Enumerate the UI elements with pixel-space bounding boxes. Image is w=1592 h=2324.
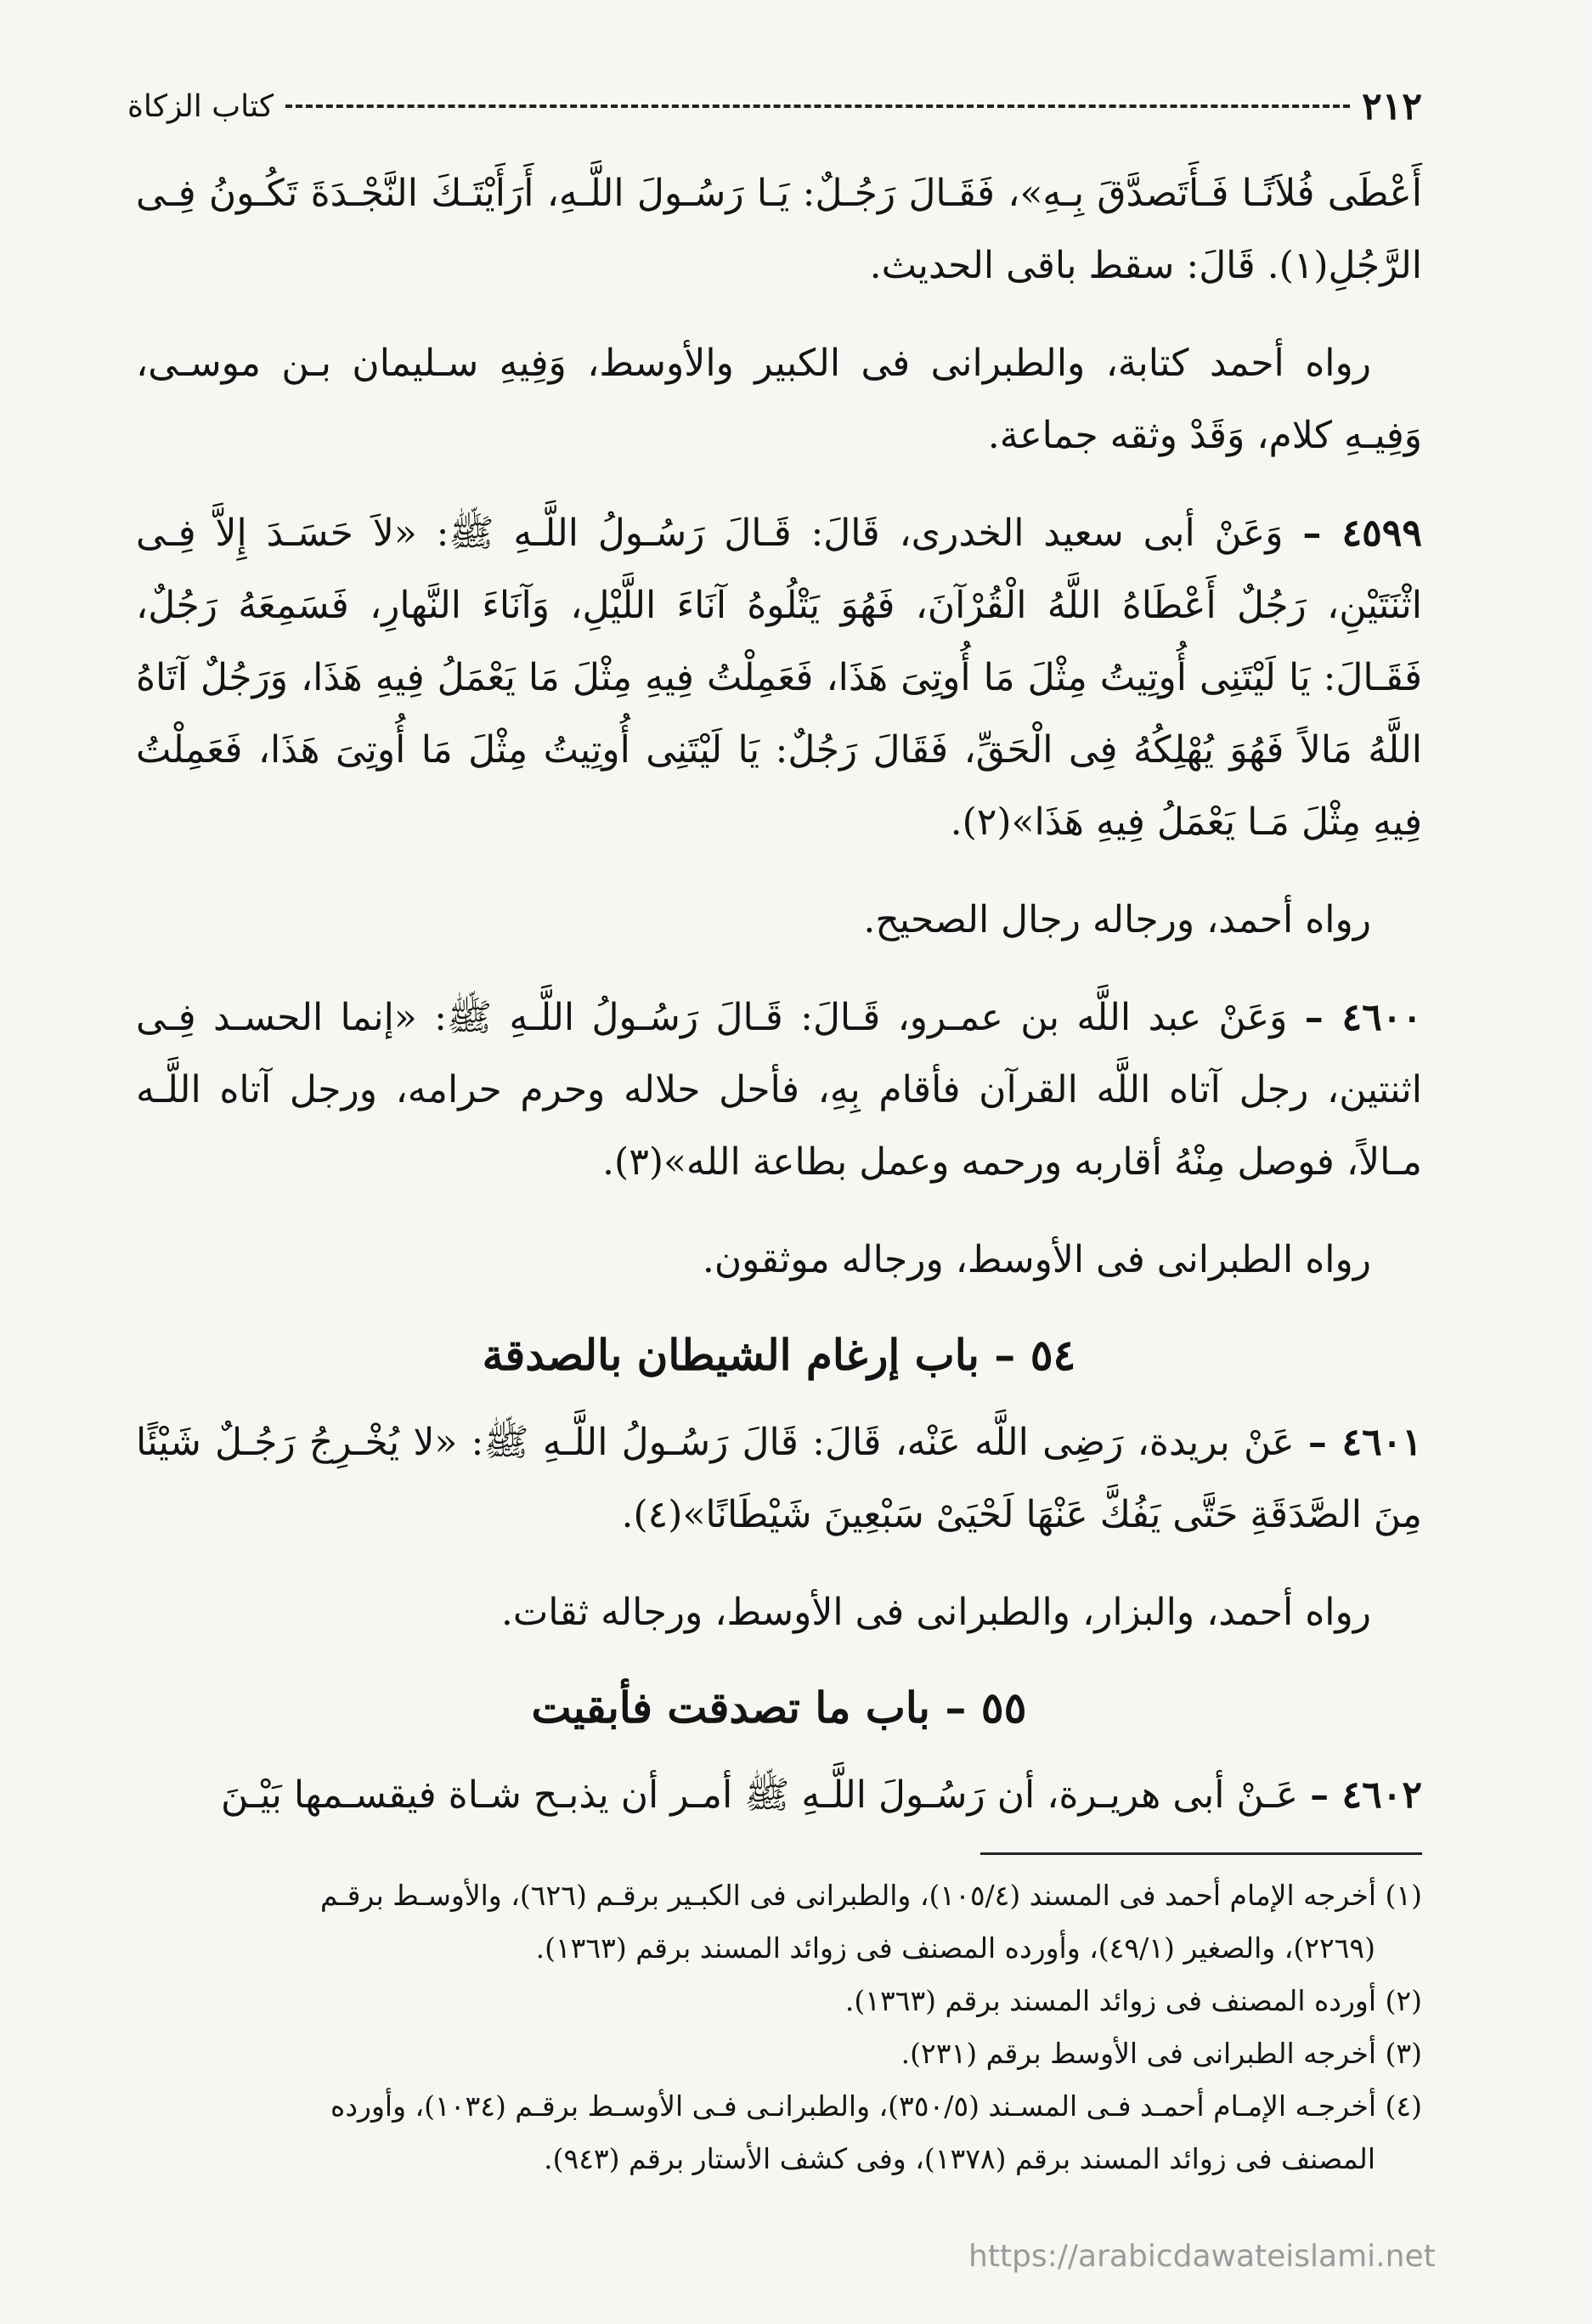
- page-number: ٢١٢: [1362, 84, 1422, 128]
- hadith-text: وَعَنْ عبد اللَّه بن عمـرو، قَـالَ: قَـالَ رَسُـولُ اللَّـهِ ﷺ: «إنما الحسـد فِـى اثنتين، رجل آتاه اللَّه القرآن فأقام بِهِ، فأحل حلاله وحرم حرامه، ورجل آتاه اللَّـه مـالاً، فوصل مِنْهُ أقاربه ورحمه وعمل بطاعة الله»(٣).: [136, 996, 1422, 1184]
- hadith-4599: [136, 497, 1422, 858]
- footnotes: [136, 1869, 1422, 2185]
- footnote-4-continuation: المصنف فى زوائد المسند برقم (١٣٧٨)، وفى كشف الأستار برقم (٩٤٣).: [544, 2142, 1375, 2175]
- narration-note: رواه أحمد، ورجاله رجال الصحيح.: [863, 898, 1371, 941]
- main-text: [136, 157, 1422, 1857]
- footnote-3: (٣) أخرجه الطبرانى فى الأوسط برقم (٢٣١).: [900, 2037, 1422, 2070]
- footnote-2: (٢) أورده المصنف فى زوائد المسند برقم (١٣٦٣).: [844, 1984, 1422, 2017]
- hadith-4602: [136, 1759, 1422, 1831]
- footnote-1: (١) أخرجه الإمام أحمد فى المسند (١٠٥/٤)، والطبرانى فى الكبـير برقـم (٦٢٦)، والأوسـط برقـم: [319, 1879, 1422, 1912]
- narration-note: رواه أحمد كتابة، والطبرانى فى الكبير والأوسط، وَفِيهِ سـليمان بـن موسـى، وَفِيـهِ كلام، وَقَدْ وثقه جماعة.: [136, 342, 1422, 457]
- hadith-text: عَـنْ أبى هريـرة، أن رَسُـولَ اللَّـهِ ﷺ أمـر أن يذبـح شـاة فيقسـمها بَيْـنَ: [220, 1773, 1299, 1817]
- narration-note: رواه الطبرانى فى الأوسط، ورجاله موثقون.: [702, 1238, 1371, 1281]
- paragraph-continuation: أَعْطَى فُلاَنًـا فَـأَتَصدَّقَ بِـهِ»، فَقَـالَ رَجُـلٌ: يَـا رَسُـولَ اللَّـهِ، أَرَأَيْتَـكَ النَّجْـدَةَ تَكُـونُ فِـى الرَّجُلِ(١). قَالَ: سقط باقى الحديث.: [136, 172, 1422, 287]
- header-dashed-rule: [285, 105, 1350, 108]
- hadith-number: ٤٦٠٠ –: [1304, 996, 1422, 1039]
- hadith-number: ٤٥٩٩ –: [1302, 512, 1422, 555]
- book-title: كتاب الزكاة: [127, 88, 274, 124]
- hadith-number: ٤٦٠٢ –: [1310, 1773, 1422, 1817]
- chapter-heading-55: ٥٥ – باب ما تصدقت فأبقيت: [531, 1682, 1027, 1733]
- footnote-1-continuation: (٢٢٦٩)، والصغير (٤٩/١)، وأورده المصنف فى زوائد المسند برقم (١٣٦٣).: [535, 1931, 1375, 1965]
- footnote-4: (٤) أخرجـه الإمـام أحمـد فـى المسـند (٣٥٠/٥)، والطبرانـى فـى الأوسـط برقـم (١٠٣٤)، وأورده: [330, 2089, 1422, 2123]
- page-header: [127, 81, 1422, 132]
- hadith-4600: [136, 981, 1422, 1198]
- chapter-heading-54: ٥٤ – باب إرغام الشيطان بالصدقة: [482, 1330, 1076, 1380]
- hadith-text: وَعَنْ أبى سعيد الخدرى، قَالَ: قَـالَ رَسُـولُ اللَّـهِ ﷺ: «لاَ حَسَـدَ إِلاَّ فِـى اثْنَتَيْنِ، رَجُلٌ أَعْطَاهُ اللَّهُ الْقُرْآنَ، فَهُوَ يَتْلُوهُ آنَاءَ اللَّيْلِ، وَآنَاءَ النَّهارِ، فَسَمِعَهُ رَجُلٌ، فَقَـالَ: يَا لَيْتَنِى أُوتِيتُ مِثْلَ مَا أُوتِىَ هَذَا، فَعَمِلْتُ فِيهِ مِثْلَ مَا يَعْمَلُ فِيهِ هَذَا، وَرَجُلٌ آتَاهُ اللَّهُ مَالاً فَهُوَ يُهْلِكُهُ فِى الْحَقِّ، فَقَالَ رَجُلٌ: يَا لَيْتَنِى أُوتِيتُ مِثْلَ مَا أُوتِىَ هَذَا، فَعَمِلْتُ فِيهِ مِثْلَ مَـا يَعْمَلُ فِيهِ هَذَا»(٢).: [136, 512, 1422, 844]
- watermark-url: https://arabicdawateislami.net: [968, 2239, 1436, 2274]
- hadith-4601: [136, 1406, 1422, 1551]
- hadith-text: عَنْ بريدة، رَضِى اللَّه عَنْه، قَالَ: قَالَ رَسُـولُ اللَّـهِ ﷺ: «لا يُخْـرِجُ رَجُـلٌ شَيْئًا مِنَ الصَّدَقَةِ حَتَّى يَفُكَّ عَنْهَا لَحْيَىْ سَبْعِينَ شَيْطَانًا»(٤).: [136, 1421, 1422, 1536]
- footnote-separator: [980, 1852, 1422, 1855]
- narration-note: رواه أحمد، والبزار، والطبرانى فى الأوسط، ورجاله ثقات.: [500, 1591, 1371, 1634]
- hadith-number: ٤٦٠١ –: [1307, 1421, 1422, 1464]
